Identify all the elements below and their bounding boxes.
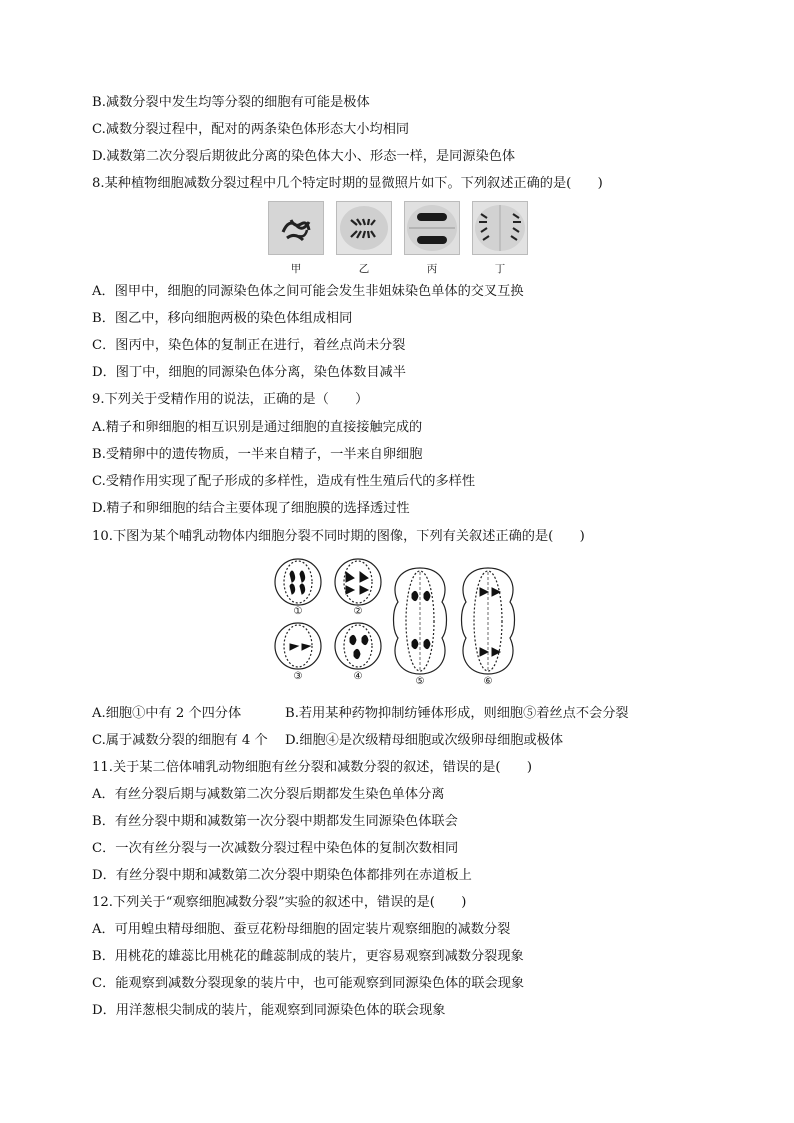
q9-option-c: C.受精作用实现了配子形成的多样性，造成有性生殖后代的多样性	[92, 474, 476, 489]
q7-option-c: C.减数分裂过程中，配对的两条染色体形态大小均相同	[92, 122, 410, 137]
q12-stem: 12.下列关于“观察细胞减数分裂”实验的叙述中，错误的是( )	[92, 895, 467, 910]
photo-label-ding: 丁	[494, 263, 506, 275]
cell-label-4: ④	[353, 671, 363, 682]
q10-stem: 10.下图为某个哺乳动物体内细胞分裂不同时期的图像，下列有关叙述正确的是( )	[92, 529, 585, 544]
q11-option-d: D．有丝分裂中期和减数第二次分裂中期染色体都排列在赤道板上	[92, 868, 472, 883]
cell-label-2: ②	[353, 606, 363, 617]
q11-stem: 11.关于某二倍体哺乳动物细胞有丝分裂和减数分裂的叙述，错误的是( )	[92, 760, 533, 775]
q8-option-a: A．图甲中，细胞的同源染色体之间可能会发生非姐妹染色单体的交叉互换	[92, 284, 524, 299]
cell-label-3: ③	[293, 671, 303, 682]
q11-option-a: A．有丝分裂后期与减数第二次分裂后期都发生染色单体分离	[92, 787, 445, 802]
photo-label-jia: 甲	[290, 263, 302, 275]
q8-micrograph-figure	[268, 201, 526, 275]
q11-option-c: C．一次有丝分裂与一次减数分裂过程中染色体的复制次数相同	[92, 841, 459, 856]
q9-stem: 9.下列关于受精作用的说法，正确的是（ ）	[92, 392, 369, 407]
q10-option-d: D.细胞④是次级精母细胞或次级卵母细胞或极体	[285, 733, 564, 748]
q12-option-d: D．用洋葱根尖制成的装片，能观察到同源染色体的联会现象	[92, 1003, 446, 1018]
q12-option-c: C．能观察到减数分裂现象的装片中，也可能观察到同源染色体的联会现象	[92, 976, 525, 991]
micrograph-jia	[268, 201, 324, 255]
q10-option-a: A.细胞①中有 2 个四分体	[92, 706, 242, 721]
q7-option-b: B.减数分裂中发生均等分裂的细胞有可能是极体	[92, 95, 370, 110]
micrograph-bing	[404, 201, 460, 255]
q9-option-d: D.精子和卵细胞的结合主要体现了细胞膜的选择透过性	[92, 501, 410, 516]
q7-option-d: D.减数第二次分裂后期彼此分离的染色体大小、形态一样，是同源染色体	[92, 149, 516, 164]
q11-option-b: B．有丝分裂中期和减数第一次分裂中期都发生同源染色体联会	[92, 814, 458, 829]
cell-diagram-svg	[270, 558, 525, 693]
q10-cell-division-figure	[270, 558, 525, 693]
photo-label-bing: 丙	[426, 263, 438, 275]
micrograph-yi	[336, 201, 392, 255]
cell-label-1: ①	[293, 606, 303, 617]
q8-stem: 8.某种植物细胞减数分裂过程中几个特定时期的显微照片如下。下列叙述正确的是( )	[92, 176, 603, 191]
q8-option-d: D．图丁中，细胞的同源染色体分离，染色体数目减半	[92, 365, 406, 380]
q10-option-c: C.属于减数分裂的细胞有 4 个	[92, 733, 268, 748]
cell-label-6: ⑥	[483, 676, 493, 687]
q9-option-a: A.精子和卵细胞的相互识别是通过细胞的直接接触完成的	[92, 420, 423, 435]
micrograph-ding	[472, 201, 528, 255]
q8-option-b: B．图乙中，移向细胞两极的染色体组成相同	[92, 311, 353, 326]
q12-option-b: B．用桃花的雄蕊比用桃花的雌蕊制成的装片，更容易观察到减数分裂现象	[92, 949, 524, 964]
cell-label-5: ⑤	[415, 676, 425, 687]
q12-option-a: A．可用蝗虫精母细胞、蚕豆花粉母细胞的固定装片观察细胞的减数分裂	[92, 922, 511, 937]
photo-label-yi: 乙	[358, 263, 370, 275]
q10-option-b: B.若用某种药物抑制纺锤体形成，则细胞⑤着丝点不会分裂	[285, 706, 629, 721]
q8-option-c: C．图丙中，染色体的复制正在进行，着丝点尚未分裂	[92, 338, 406, 353]
q9-option-b: B.受精卵中的遗传物质，一半来自精子，一半来自卵细胞	[92, 447, 423, 462]
